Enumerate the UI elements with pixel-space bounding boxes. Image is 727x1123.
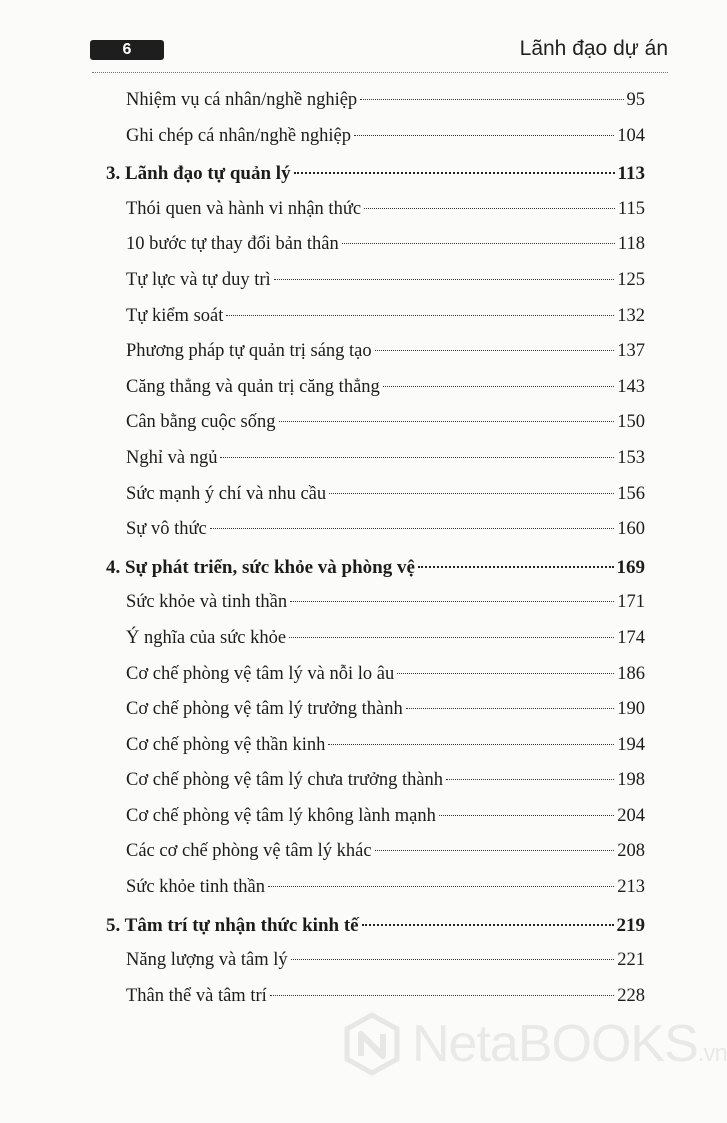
toc-page-number: 150 <box>617 412 645 433</box>
toc-entry-title: 10 bước tự thay đổi bản thân <box>126 234 339 255</box>
toc-entry-title: Nghỉ và ngủ <box>126 447 218 468</box>
toc-page-number: 204 <box>617 805 645 826</box>
toc-entry-title: Cơ chế phòng vệ tâm lý chưa trưởng thành <box>126 770 444 791</box>
dot-leader <box>329 493 614 494</box>
dot-leader <box>418 566 614 568</box>
toc-page-number: 160 <box>617 519 645 540</box>
toc-entry-row <box>106 192 645 228</box>
toc-page-number: 219 <box>616 914 645 936</box>
toc-entry-title: Căng thẳng và quản trị căng thẳng <box>126 376 380 397</box>
toc-entry-row <box>106 585 645 621</box>
dot-leader <box>375 850 615 851</box>
toc-entry-row <box>106 83 645 119</box>
toc-page-number: 169 <box>616 556 645 578</box>
page-number-badge: 6 <box>90 40 164 60</box>
toc-page-number: 104 <box>617 125 645 146</box>
toc-page-number: 208 <box>617 841 645 862</box>
toc-page-number: 95 <box>626 90 645 110</box>
toc-entry-title: 3. Lãnh đạo tự quản lý <box>106 163 291 185</box>
toc-page-number: 228 <box>617 985 645 1006</box>
n-hexagon-logo-icon <box>340 1012 404 1076</box>
toc-page-number: 153 <box>617 447 645 468</box>
toc-entry-title: 4. Sự phát triển, sức khỏe và phòng vệ <box>106 556 415 578</box>
toc-entry-title: Các cơ chế phòng vệ tâm lý khác <box>126 841 372 862</box>
toc-entry-title: Ý nghĩa của sức khỏe <box>126 627 287 648</box>
toc-page-number: 156 <box>617 483 645 504</box>
toc-entry-row <box>106 477 645 513</box>
toc-page-number: 174 <box>617 627 645 648</box>
toc-page-number: 118 <box>617 234 645 255</box>
toc-page-number: 115 <box>617 198 645 219</box>
dot-leader <box>364 208 615 209</box>
toc-page-number: 221 <box>617 950 645 971</box>
toc-page-number: 186 <box>617 663 645 684</box>
toc-entry-title: Ghi chép cá nhân/nghề nghiệp <box>126 125 352 146</box>
toc-entry-title: Sự vô thức <box>126 519 207 540</box>
toc-entry-title: Nhiệm vụ cá nhân/nghề nghiệp <box>126 90 358 110</box>
toc-page-number: 190 <box>617 699 645 720</box>
toc-entry-row <box>106 657 645 693</box>
toc-entry-row <box>106 692 645 728</box>
toc-page-number: 194 <box>617 734 645 755</box>
toc-entry-title: 5. Tâm trí tự nhận thức kinh tế <box>106 914 359 936</box>
dot-leader <box>220 457 614 458</box>
dot-leader <box>342 243 615 244</box>
table-of-contents <box>106 83 645 1014</box>
toc-page-number: 132 <box>617 305 645 326</box>
dot-leader <box>439 815 614 816</box>
watermark-text <box>412 1014 727 1084</box>
toc-entry-row <box>106 763 645 799</box>
dot-leader <box>268 886 614 887</box>
toc-entry-title: Cơ chế phòng vệ tâm lý không lành mạnh <box>126 805 436 826</box>
toc-page-number: 198 <box>617 770 645 791</box>
toc-entry-title: Năng lượng và tâm lý <box>126 950 288 971</box>
dot-leader <box>226 315 614 316</box>
toc-entry-row <box>106 799 645 835</box>
toc-entry-row <box>106 512 645 548</box>
toc-page-number: 143 <box>617 376 645 397</box>
toc-entry-title: Phương pháp tự quản trị sáng tạo <box>126 341 372 362</box>
toc-page-number: 213 <box>617 877 645 898</box>
header-divider <box>92 72 668 73</box>
toc-entry-title: Tự kiểm soát <box>126 305 224 326</box>
dot-leader <box>446 779 614 780</box>
toc-page-number: 137 <box>617 341 645 362</box>
book-title: Lãnh đạo dự án <box>519 37 668 60</box>
toc-entry-row <box>106 728 645 764</box>
toc-entry-row <box>106 405 645 441</box>
watermark-suffix: .vn <box>697 1040 727 1067</box>
toc-entry-row <box>106 334 645 370</box>
page-header <box>82 34 668 66</box>
dot-leader <box>397 673 614 674</box>
toc-entry-title: Cân bằng cuộc sống <box>126 412 276 433</box>
dot-leader <box>360 99 623 100</box>
dot-leader <box>274 279 615 280</box>
dot-leader <box>406 708 615 709</box>
toc-entry-row <box>106 227 645 263</box>
toc-entry-title: Tự lực và tự duy trì <box>126 269 271 290</box>
dot-leader <box>375 350 615 351</box>
toc-entry-title: Sức khỏe và tinh thần <box>126 592 288 613</box>
toc-page-number: 171 <box>617 592 645 613</box>
watermark <box>340 1008 727 1076</box>
toc-entry-title: Cơ chế phòng vệ tâm lý trưởng thành <box>126 699 403 720</box>
toc-entry-title: Cơ chế phòng vệ tâm lý và nỗi lo âu <box>126 663 395 684</box>
dot-leader <box>279 421 615 422</box>
toc-entry-row <box>106 943 645 979</box>
dot-leader <box>291 959 615 960</box>
toc-entry-title: Sức khỏe tinh thần <box>126 877 265 898</box>
toc-page-number: 113 <box>617 163 645 185</box>
toc-entry-row <box>106 263 645 299</box>
watermark-brand: NetaBOOKS <box>412 1015 698 1073</box>
toc-chapter-row <box>106 908 645 944</box>
toc-entry-row <box>106 299 645 335</box>
toc-entry-title: Cơ chế phòng vệ thần kinh <box>126 734 326 755</box>
toc-chapter-row <box>106 550 645 586</box>
dot-leader <box>289 637 614 638</box>
dot-leader <box>328 744 614 745</box>
toc-entry-row <box>106 870 645 906</box>
toc-chapter-row <box>106 156 645 192</box>
toc-entry-row <box>106 621 645 657</box>
dot-leader <box>354 135 614 136</box>
toc-entry-row <box>106 441 645 477</box>
toc-entry-row <box>106 119 645 155</box>
toc-entry-title: Thói quen và hành vi nhận thức <box>126 198 362 219</box>
dot-leader <box>383 386 614 387</box>
toc-entry-title: Thân thể và tâm trí <box>126 985 267 1006</box>
toc-entry-title: Sức mạnh ý chí và nhu cầu <box>126 483 327 504</box>
toc-entry-row <box>106 834 645 870</box>
dot-leader <box>270 995 614 996</box>
dot-leader <box>294 172 615 174</box>
dot-leader <box>362 924 614 926</box>
toc-page-number: 125 <box>617 269 645 290</box>
toc-entry-row <box>106 370 645 406</box>
dot-leader <box>210 528 615 529</box>
dot-leader <box>290 601 614 602</box>
